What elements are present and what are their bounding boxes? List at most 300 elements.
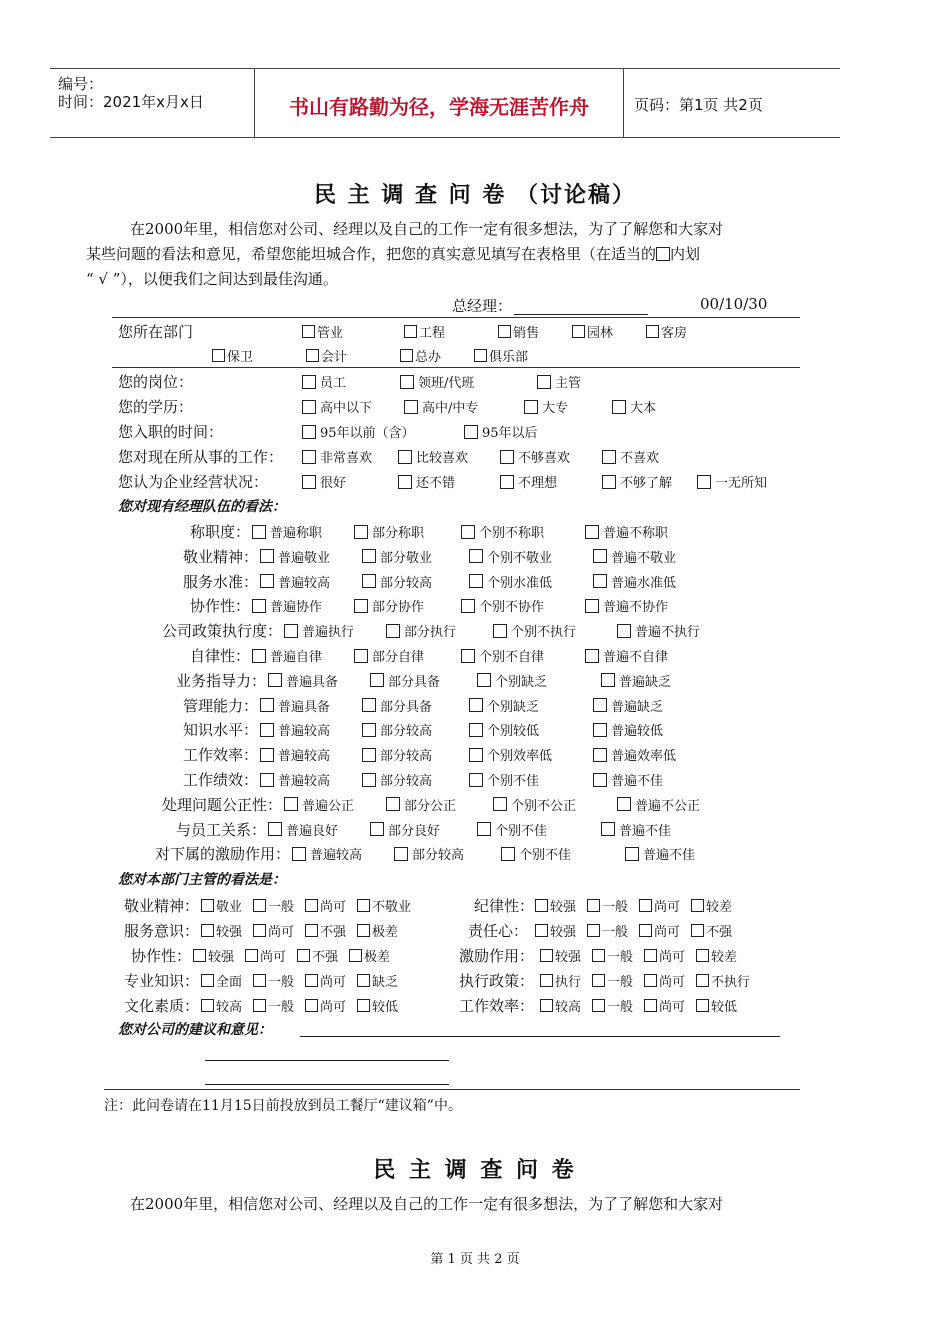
option-label: 一般 — [607, 950, 634, 965]
checkbox-icon[interactable] — [354, 599, 368, 613]
manager-signature-line[interactable] — [514, 314, 648, 315]
checkbox-option[interactable] — [646, 322, 687, 341]
header-bar — [50, 68, 840, 138]
checkbox-option[interactable] — [268, 820, 338, 839]
question-label: 对下属的激励作用： — [154, 845, 290, 864]
checkbox-option[interactable] — [302, 472, 346, 491]
checkbox-option[interactable] — [386, 621, 456, 640]
checkbox-icon[interactable] — [386, 797, 400, 811]
checkbox-icon[interactable] — [601, 822, 615, 836]
checkbox-option[interactable] — [386, 795, 456, 814]
checkbox-icon[interactable] — [498, 325, 511, 338]
checkbox-icon[interactable] — [354, 649, 368, 663]
checkbox-icon[interactable] — [646, 325, 659, 338]
option-label: 普遍缺乏 — [611, 699, 664, 715]
option-label: 大专 — [542, 401, 569, 416]
checkbox-option[interactable] — [524, 397, 568, 416]
question-label: 责任心： — [467, 922, 528, 940]
question-label: 处理问题公正性： — [161, 795, 282, 814]
option-label: 普遍不自律 — [603, 650, 669, 665]
checkbox-icon[interactable] — [260, 574, 274, 588]
checkbox-icon[interactable] — [370, 673, 384, 687]
checkbox-icon[interactable] — [593, 549, 607, 563]
option-label: 普遍自律 — [270, 650, 323, 665]
checkbox-option[interactable] — [585, 596, 668, 615]
checkbox-icon[interactable] — [535, 899, 548, 912]
checkbox-option[interactable] — [404, 397, 478, 416]
checkbox-icon[interactable] — [585, 525, 599, 539]
page-footer: 第 1 页 共 2 页 — [430, 1252, 520, 1267]
checkbox-icon[interactable] — [644, 974, 657, 987]
checkbox-option[interactable] — [535, 921, 576, 940]
checkbox-option[interactable] — [593, 770, 663, 789]
question-label: 工作绩效： — [182, 771, 258, 789]
checkbox-icon[interactable] — [500, 475, 514, 489]
checkbox-icon[interactable] — [469, 549, 483, 563]
option-label: 工程 — [419, 326, 446, 341]
option-label: 极差 — [372, 925, 399, 940]
checkbox-option[interactable] — [302, 322, 343, 341]
checkbox-option[interactable] — [477, 671, 547, 690]
checkbox-option[interactable] — [501, 844, 571, 863]
option-label: 普遍不称职 — [603, 526, 669, 541]
checkbox-icon[interactable] — [493, 624, 507, 638]
option-label: 一无所知 — [715, 476, 768, 491]
checkbox-icon[interactable] — [617, 624, 631, 638]
checkbox-option[interactable] — [469, 745, 552, 764]
checkbox-icon[interactable] — [477, 822, 491, 836]
second-intro-line-1: 在2000年里，相信您对公司、经理以及自己的工作一定有很多想法，为了了解您和大家对 — [130, 1195, 724, 1213]
checkbox-option[interactable] — [302, 447, 372, 466]
checkbox-option[interactable] — [696, 996, 737, 1015]
option-label: 俱乐部 — [489, 350, 529, 365]
option-label: 部分较高 — [380, 774, 433, 789]
option-label: 普遍称职 — [270, 526, 323, 541]
option-label: 普遍较高 — [278, 749, 331, 765]
checkbox-icon[interactable] — [593, 723, 607, 737]
checkbox-icon[interactable] — [691, 924, 704, 937]
checkbox-icon[interactable] — [252, 599, 266, 613]
checkbox-icon[interactable] — [362, 574, 376, 588]
intro-line-2 — [86, 242, 796, 267]
option-label: 较高 — [216, 1000, 243, 1015]
checkbox-option[interactable] — [292, 844, 362, 863]
option-label: 个别不执行 — [511, 625, 577, 641]
checkbox-option[interactable] — [469, 696, 539, 715]
checkbox-icon[interactable] — [370, 822, 384, 836]
checkbox-option[interactable] — [696, 971, 750, 990]
checkbox-option[interactable] — [354, 522, 424, 541]
checkbox-icon[interactable] — [602, 475, 616, 489]
option-label: 普遍水准低 — [611, 575, 677, 591]
checkbox-icon[interactable] — [302, 425, 316, 439]
checkbox-option[interactable] — [477, 820, 547, 839]
checkbox-option[interactable] — [469, 770, 539, 789]
checkbox-option[interactable] — [302, 372, 346, 391]
checkbox-icon[interactable] — [593, 698, 607, 712]
checkbox-icon[interactable] — [386, 624, 400, 638]
option-label: 园林 — [587, 326, 614, 341]
option-label: 个别不敬业 — [487, 550, 553, 566]
option-label: 不强 — [706, 925, 733, 940]
option-label: 总办 — [415, 350, 442, 365]
option-label: 尚可 — [654, 925, 681, 940]
checkbox-icon[interactable] — [592, 999, 605, 1012]
checkbox-option[interactable] — [500, 447, 570, 466]
checkbox-icon[interactable] — [400, 375, 414, 389]
checkbox-option[interactable] — [617, 795, 700, 814]
intro-line-1: 在2000年里，相信您对公司、经理以及自己的工作一定有很多想法，为了了解您和大家对 — [130, 220, 724, 238]
checkbox-option[interactable] — [362, 696, 432, 715]
option-label: 高中/中专 — [422, 401, 479, 416]
checkbox-icon[interactable] — [404, 325, 417, 338]
checkbox-icon[interactable] — [362, 773, 376, 787]
checkbox-option[interactable] — [464, 422, 538, 441]
option-label: 客房 — [661, 326, 688, 341]
checkbox-icon[interactable] — [697, 475, 711, 489]
checkbox-icon[interactable] — [540, 949, 553, 962]
checkbox-icon[interactable] — [268, 673, 282, 687]
checkbox-option[interactable] — [400, 346, 441, 365]
option-label: 普遍执行 — [302, 625, 355, 641]
option-label: 较低 — [372, 1000, 399, 1015]
option-label: 95年以后 — [482, 426, 538, 441]
question-label: 您认为企业经营状况： — [118, 473, 269, 491]
option-label: 领班/代班 — [418, 376, 475, 391]
checkbox-option[interactable] — [362, 745, 432, 764]
checkbox-icon[interactable] — [292, 847, 306, 861]
checkbox-option[interactable] — [493, 795, 576, 814]
checkbox-icon[interactable] — [461, 649, 475, 663]
checkbox-icon[interactable] — [302, 325, 315, 338]
option-label: 较差 — [711, 950, 738, 965]
option-label: 个别不佳 — [495, 823, 548, 839]
checkbox-icon[interactable] — [500, 450, 514, 464]
checkbox-icon[interactable] — [593, 773, 607, 787]
checkbox-icon[interactable] — [400, 349, 413, 362]
checkbox-icon[interactable] — [587, 899, 600, 912]
checkbox-icon[interactable] — [691, 899, 704, 912]
checkbox-icon[interactable] — [540, 974, 553, 987]
question-label: 公司政策执行度： — [161, 622, 282, 641]
option-label: 普遍具备 — [286, 674, 339, 690]
checkbox-icon[interactable] — [260, 549, 274, 563]
checkbox-icon[interactable] — [585, 649, 599, 663]
checkbox-option[interactable] — [602, 447, 659, 466]
checkbox-option[interactable] — [370, 820, 440, 839]
checkbox-option[interactable] — [639, 921, 680, 940]
checkbox-icon[interactable] — [644, 999, 657, 1012]
checkbox-option[interactable] — [284, 621, 354, 640]
checkbox-option[interactable] — [302, 397, 372, 416]
checkbox-icon[interactable] — [260, 773, 274, 787]
question-label: 工作效率： — [458, 997, 534, 1015]
checkbox-icon[interactable] — [477, 673, 491, 687]
checkbox-icon[interactable] — [474, 349, 487, 362]
option-label: 个别不公正 — [511, 798, 577, 814]
checkbox-icon[interactable] — [501, 847, 515, 861]
question-label: 知识水平： — [182, 721, 258, 740]
checkbox-icon[interactable] — [585, 599, 599, 613]
suggestion-line[interactable] — [300, 1036, 780, 1037]
checkbox-option[interactable] — [625, 844, 695, 863]
checkbox-option[interactable] — [260, 720, 330, 739]
checkbox-option[interactable] — [537, 372, 581, 391]
checkbox-option[interactable] — [461, 522, 544, 541]
suggestion-line[interactable] — [205, 1084, 449, 1085]
option-label: 普遍协作 — [270, 600, 323, 616]
checkbox-icon[interactable] — [592, 949, 605, 962]
checkbox-icon[interactable] — [212, 349, 225, 362]
option-label: 普遍公正 — [302, 798, 355, 814]
checkbox-option[interactable] — [354, 646, 424, 665]
checkbox-option[interactable] — [260, 547, 330, 566]
checkbox-option[interactable] — [593, 572, 676, 591]
checkbox-option[interactable] — [268, 671, 338, 690]
checkbox-option[interactable] — [260, 696, 330, 715]
checkbox-icon[interactable] — [260, 698, 274, 712]
checkbox-option[interactable] — [284, 795, 354, 814]
checkbox-option[interactable] — [644, 971, 685, 990]
checkbox-option[interactable] — [691, 921, 732, 940]
checkbox-option[interactable] — [362, 547, 432, 566]
checkbox-icon[interactable] — [464, 425, 478, 439]
checkbox-option[interactable] — [697, 472, 767, 491]
checkbox-icon[interactable] — [354, 525, 368, 539]
checkbox-icon[interactable] — [302, 475, 316, 489]
question-label: 您入职的时间： — [118, 423, 224, 441]
checkbox-icon[interactable] — [593, 748, 607, 762]
checkbox-icon[interactable] — [612, 400, 626, 414]
checkbox-icon[interactable] — [469, 773, 483, 787]
checkbox-icon[interactable] — [696, 999, 709, 1012]
checkbox-option[interactable] — [587, 896, 628, 915]
checkbox-option[interactable] — [602, 472, 672, 491]
option-label: 个别缺乏 — [495, 674, 548, 690]
checkbox-option[interactable] — [593, 720, 663, 739]
checkbox-option[interactable] — [474, 346, 528, 365]
option-label: 个别较低 — [487, 724, 540, 740]
question-label: 纪律性： — [473, 897, 534, 915]
option-label: 高中以下 — [320, 401, 373, 416]
checkbox-option[interactable] — [260, 572, 330, 591]
checkbox-icon[interactable] — [302, 400, 316, 414]
checkbox-icon[interactable] — [362, 748, 376, 762]
checkbox-option[interactable] — [644, 996, 685, 1015]
checkbox-option[interactable] — [354, 596, 424, 615]
checkbox-icon[interactable] — [537, 375, 551, 389]
checkbox-option[interactable] — [469, 547, 552, 566]
checkbox-icon[interactable] — [362, 723, 376, 737]
checkbox-option[interactable] — [540, 946, 581, 965]
option-label: 个别不佳 — [487, 774, 540, 789]
checkbox-option[interactable] — [362, 720, 432, 739]
checkbox-icon[interactable] — [540, 999, 553, 1012]
checkbox-option[interactable] — [461, 646, 544, 665]
checkbox-icon[interactable] — [601, 673, 615, 687]
checkbox-option[interactable] — [592, 996, 633, 1015]
checkbox-icon[interactable] — [268, 822, 282, 836]
option-label: 普遍较高 — [278, 724, 331, 740]
checkbox-icon[interactable] — [617, 797, 631, 811]
checkbox-icon[interactable] — [260, 723, 274, 737]
checkbox-icon[interactable] — [260, 748, 274, 762]
checkbox-icon[interactable] — [306, 349, 319, 362]
checkbox-option[interactable] — [585, 522, 668, 541]
checkbox-option[interactable] — [593, 696, 663, 715]
checkbox-option[interactable] — [572, 322, 613, 341]
option-label: 一般 — [268, 900, 295, 915]
checkbox-icon[interactable] — [625, 847, 639, 861]
checkbox-option[interactable] — [601, 671, 671, 690]
checkbox-option[interactable] — [691, 896, 732, 915]
option-label: 较强 — [208, 950, 235, 965]
checkbox-icon[interactable] — [461, 525, 475, 539]
checkbox-option[interactable] — [260, 745, 330, 764]
checkbox-option[interactable] — [362, 572, 432, 591]
option-label: 部分具备 — [388, 674, 441, 690]
checkbox-icon[interactable] — [362, 698, 376, 712]
checkbox-option[interactable] — [252, 596, 322, 615]
checkbox-icon[interactable] — [362, 549, 376, 563]
checkbox-icon[interactable] — [394, 847, 408, 861]
checkbox-option[interactable] — [212, 346, 253, 365]
checkbox-icon — [656, 247, 670, 261]
checkbox-option[interactable] — [370, 671, 440, 690]
checkbox-option[interactable] — [540, 971, 581, 990]
checkbox-option[interactable] — [260, 770, 330, 789]
checkbox-icon[interactable] — [404, 400, 418, 414]
option-label: 全面 — [216, 975, 243, 990]
checkbox-option[interactable] — [585, 646, 668, 665]
checkbox-icon[interactable] — [469, 574, 483, 588]
suggestion-label: 您对公司的建议和意见： — [118, 1022, 272, 1038]
checkbox-icon[interactable] — [469, 698, 483, 712]
checkbox-option[interactable] — [639, 896, 680, 915]
checkbox-option[interactable] — [252, 646, 322, 665]
checkbox-icon[interactable] — [252, 525, 266, 539]
option-label: 一般 — [602, 925, 629, 940]
checkbox-icon[interactable] — [302, 375, 316, 389]
checkbox-icon[interactable] — [398, 450, 412, 464]
checkbox-option[interactable] — [592, 971, 633, 990]
survey-note: 注：此问卷请在11月15日前投放到员工餐厅“建议箱”中。 — [104, 1098, 462, 1114]
checkbox-option[interactable] — [696, 946, 737, 965]
option-label: 普遍效率低 — [611, 749, 677, 765]
checkbox-icon[interactable] — [284, 624, 298, 638]
option-label: 尚可 — [260, 950, 287, 965]
option-label: 普遍较高 — [310, 848, 363, 864]
option-label: 个别不称职 — [479, 526, 545, 541]
checkbox-option[interactable] — [617, 621, 700, 640]
checkbox-option[interactable] — [540, 996, 581, 1015]
checkbox-option[interactable] — [461, 596, 544, 615]
option-label: 个别不协作 — [479, 600, 545, 616]
checkbox-icon[interactable] — [469, 723, 483, 737]
checkbox-option[interactable] — [302, 422, 415, 441]
option-label: 普遍不佳 — [643, 848, 696, 864]
checkbox-option[interactable] — [593, 547, 676, 566]
checkbox-option[interactable] — [398, 447, 468, 466]
checkbox-option[interactable] — [612, 397, 656, 416]
checkbox-option[interactable] — [493, 621, 576, 640]
question-label: 自律性： — [189, 647, 250, 665]
question-label: 您的岗位： — [118, 373, 194, 391]
checkbox-option[interactable] — [469, 572, 552, 591]
checkbox-option[interactable] — [500, 472, 557, 491]
survey-title: 民 主 调 查 问 卷 （讨论稿） — [314, 183, 636, 208]
checkbox-option[interactable] — [306, 346, 347, 365]
manager-label: 总经理： — [452, 297, 513, 315]
checkbox-icon[interactable] — [587, 924, 600, 937]
option-label: 普遍缺乏 — [619, 674, 672, 690]
option-label: 普遍不佳 — [619, 823, 672, 839]
checkbox-icon[interactable] — [644, 949, 657, 962]
checkbox-option[interactable] — [400, 372, 474, 391]
checkbox-option[interactable] — [644, 946, 685, 965]
checkbox-icon[interactable] — [696, 949, 709, 962]
checkbox-icon[interactable] — [602, 450, 616, 464]
checkbox-icon[interactable] — [461, 599, 475, 613]
header-left-cell — [50, 69, 255, 137]
survey-date: 00/10/30 — [700, 295, 768, 313]
checkbox-icon[interactable] — [639, 899, 652, 912]
checkbox-icon[interactable] — [593, 574, 607, 588]
page-info: 页码：第1页 共2页 — [634, 96, 763, 114]
checkbox-option[interactable] — [601, 820, 671, 839]
checkbox-icon[interactable] — [398, 475, 412, 489]
checkbox-option[interactable] — [362, 770, 432, 789]
checkbox-option[interactable] — [592, 946, 633, 965]
checkbox-option[interactable] — [398, 472, 455, 491]
checkbox-option[interactable] — [593, 745, 676, 764]
checkbox-icon[interactable] — [302, 450, 316, 464]
checkbox-icon[interactable] — [284, 797, 298, 811]
checkbox-option[interactable] — [535, 896, 576, 915]
suggestion-line[interactable] — [205, 1060, 449, 1061]
option-label: 部分称职 — [372, 526, 425, 541]
checkbox-option[interactable] — [404, 322, 445, 341]
checkbox-icon[interactable] — [696, 974, 709, 987]
time-label: 时间：2021年x月x日 — [58, 93, 204, 111]
option-label: 较强 — [550, 925, 577, 940]
option-label: 尚可 — [268, 925, 295, 940]
option-label: 个别缺乏 — [487, 699, 540, 715]
manager-section-title: 您对现有经理队伍的看法： — [118, 499, 286, 515]
option-label: 还不错 — [416, 476, 456, 491]
checkbox-icon[interactable] — [535, 924, 548, 937]
option-label: 个别不佳 — [519, 848, 572, 864]
option-label: 普遍不佳 — [611, 774, 664, 789]
checkbox-icon[interactable] — [572, 325, 585, 338]
checkbox-option[interactable] — [394, 844, 464, 863]
checkbox-option[interactable] — [587, 921, 628, 940]
checkbox-option[interactable] — [498, 322, 539, 341]
checkbox-option[interactable] — [252, 522, 322, 541]
option-label: 很好 — [320, 476, 347, 491]
option-label: 个别不自律 — [479, 650, 545, 665]
number-label: 编号： — [58, 75, 104, 93]
option-label: 普遍较高 — [278, 575, 331, 591]
checkbox-icon[interactable] — [524, 400, 538, 414]
option-label: 部分敬业 — [380, 550, 433, 566]
checkbox-icon[interactable] — [592, 974, 605, 987]
checkbox-icon[interactable] — [252, 649, 266, 663]
checkbox-icon[interactable] — [493, 797, 507, 811]
checkbox-icon[interactable] — [469, 748, 483, 762]
checkbox-option[interactable] — [469, 720, 539, 739]
checkbox-icon[interactable] — [639, 924, 652, 937]
